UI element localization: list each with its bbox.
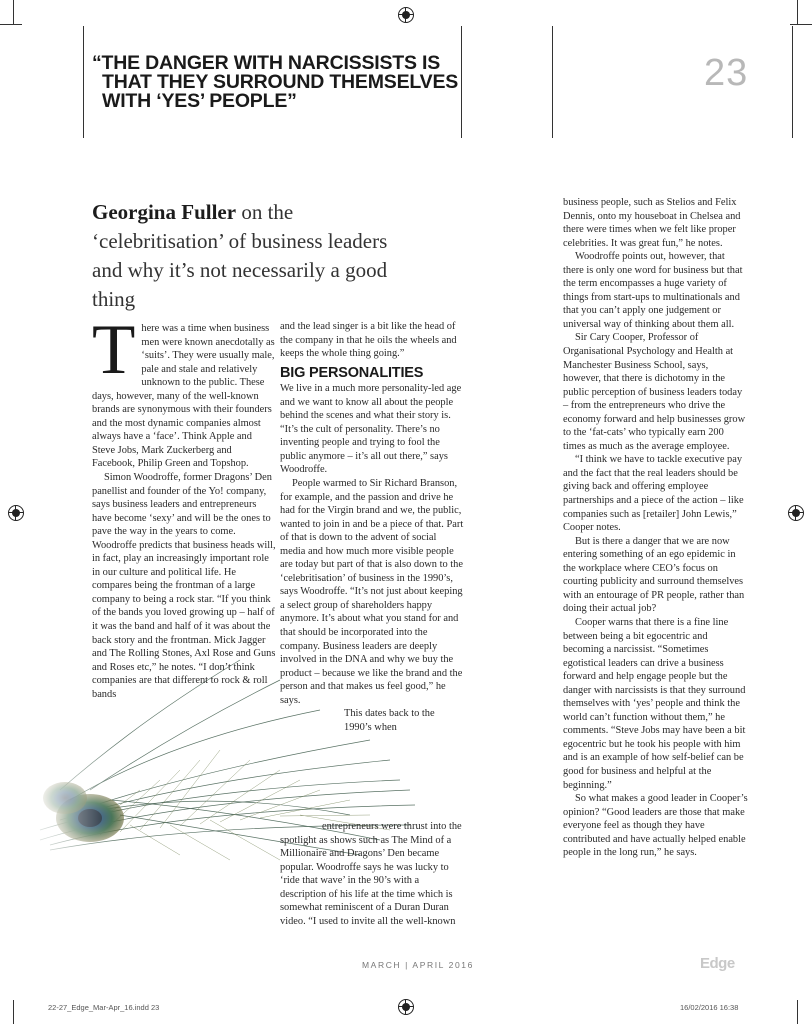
registration-mark-icon [788,505,804,521]
paragraph: and the lead singer is a bit like the head of the company in that he oils the wheels and keeps the whole thing going.” [280,321,457,360]
registration-mark-icon [398,999,414,1015]
drop-cap: T [92,311,136,389]
subhead: BIG PERSONALITIES [280,364,424,381]
author-name: Georgina Fuller [92,200,237,224]
paragraph: entrepreneurs were thrust into the spotlight as shows such as The Mind of a Millionaire and Dragons’ Den became popular. Woodroffe says he was lucky to ‘ride that wave’ in the 90’s with a description of his life at the time which is somewhat reminiscent of a Duran Duran video. “I used to invite all the well-known [280,821,462,927]
column-guide-line [83,26,84,138]
pull-quote [92,54,472,111]
article-column-2-continued [280,820,464,928]
paragraph: People warmed to Sir Richard Branson, for example, and the passion and drive he had for the Virgin brand and we, the public, wanted to join in and be a piece of that. Part of that is down to the advent of social media and how much more visible people are today but part of that is also down to the ‘celebritisation’ of business in the 1990’s, says Woodroffe. “It’s not just about keeping a select group of shareholders happy anymore. It’s about what you stand for and that should be incorporated into the company. Business leaders are deeply involved in the DNA and why we buy the product – because we like the brand and the person and that makes us feel good,” he says. [280,478,464,706]
paragraph: But is there a danger that we are now entering something of an ego epidemic in the workplace where CEO’s focus on courting publicity and surround themselves with an entourage of PR people, rather than doing their actual job? [563,535,745,615]
issue-date: MARCH | APRIL 2016 [362,960,474,970]
column-guide-line [552,26,553,138]
paragraph: Woodroffe points out, however, that there is only one word for business but that the term encompasses a huge variety of things from start-ups to multinationals and that you can’t apply one judgement or universal way of thinking about them all. [563,251,743,330]
crop-line [0,24,22,25]
article-column-3 [563,196,748,860]
article-deck [92,198,392,314]
paragraph: So what makes a good leader in Cooper’s opinion? “Good leaders are those that make everyone feel as though they have contributed and have actually helped enable people in the long run,” he says. [563,793,748,859]
column-guide-line [792,26,793,138]
paragraph: We live in a much more personality-led age and we want to know all about the people behind the scenes and what their story is. “It’s the cult of personality. There’s no inventing people and trying to fool the public anymore – it’s all out there,” says Woodroffe. [280,383,462,476]
paragraph: “I think we have to tackle executive pay and the fact that the real leaders should be giving back and offering employee partnerships and a piece of the action – like companies such as [retailer] John Lewis,” Cooper notes. [563,454,744,534]
pull-quote-line: THAT THEY SURROUND THEMSELVES [102,71,459,93]
crop-line [13,1000,14,1024]
paragraph: This dates back to the 1990’s when [344,708,435,733]
page-number: 23 [704,52,749,94]
registration-mark-icon [8,505,24,521]
crop-line [13,0,14,24]
paragraph: Sir Cary Cooper, Professor of Organisational Psychology and Health at Manchester Business School, says, however, that there is dichotomy in the public perception of business leaders today – from the entrepreneurs who drive the economy forward and help businesses grow to the ‘fat-cats’ who typically earn 200 times as much as the average employee. [563,332,746,452]
article-column-1 [92,311,276,701]
paragraph: Cooper warns that there is a fine line between being a bit egocentric and becoming a narcissist. “Sometimes egotistical leaders can drive a business forward and help engage people but the danger with narcissists is that they surround themselves with ‘yes’ people and think the world can’t function without them,” he comments. “Steve Jobs may have been a bit egocentric but he took his people with him and is an example of how self-belief can be good for business and helpful at the beginning.” [563,616,746,791]
registration-mark-icon [398,7,414,23]
crop-line [797,0,798,24]
crop-line [790,24,812,25]
print-timestamp: 16/02/2016 16:38 [680,1003,739,1012]
deck-text: on the ‘celebritisation’ of business leaders and why it’s not necessarily a good thing [92,200,388,311]
paragraph: business people, such as Stelios and Felix Dennis, onto my houseboat in Chelsea and there were times when we felt like proper celebrities. It was great fun,” he notes. [563,197,741,249]
pull-quote-line: “THE DANGER WITH NARCISSISTS IS [92,52,441,74]
pull-quote-line: WITH ‘YES’ PEOPLE” [102,90,297,112]
edge-logo: Edge [700,955,735,972]
crop-line [797,1000,798,1024]
paragraph: Simon Woodroffe, former Dragons’ Den panellist and founder of the Yo! company, says business leaders and entrepreneurs have become ‘sexy’ and will be the ones to pave the way in the years to come. Woodroffe predicts that business heads will, in fact, play an increasingly important role in our culture and political life. He compares being the frontman of a large company to being a rock star. “If you think of the bands you loved growing up – half of it was the band and half of it was about the back story and the frontman. Mick Jagger and The Rolling Stones, Axl Rose and Guns and Roses etc,” he notes. “I don’t think companies are that different to rock & roll bands [92,472,276,700]
paragraph: here was a time when business men were known anecdotally as ‘suits’. They were usually male, pale and stale and relatively unknown to the public. These days, however, many of the well-known brands are synonymous with their founders and the most dynamic companies almost always have a ‘face’. Think Apple and Steve Jobs, Mark Zuckerberg and Facebook, Philip Green and Topshop. [92,323,275,470]
article-column-2 [280,320,464,734]
file-slug: 22-27_Edge_Mar-Apr_16.indd 23 [48,1003,160,1012]
